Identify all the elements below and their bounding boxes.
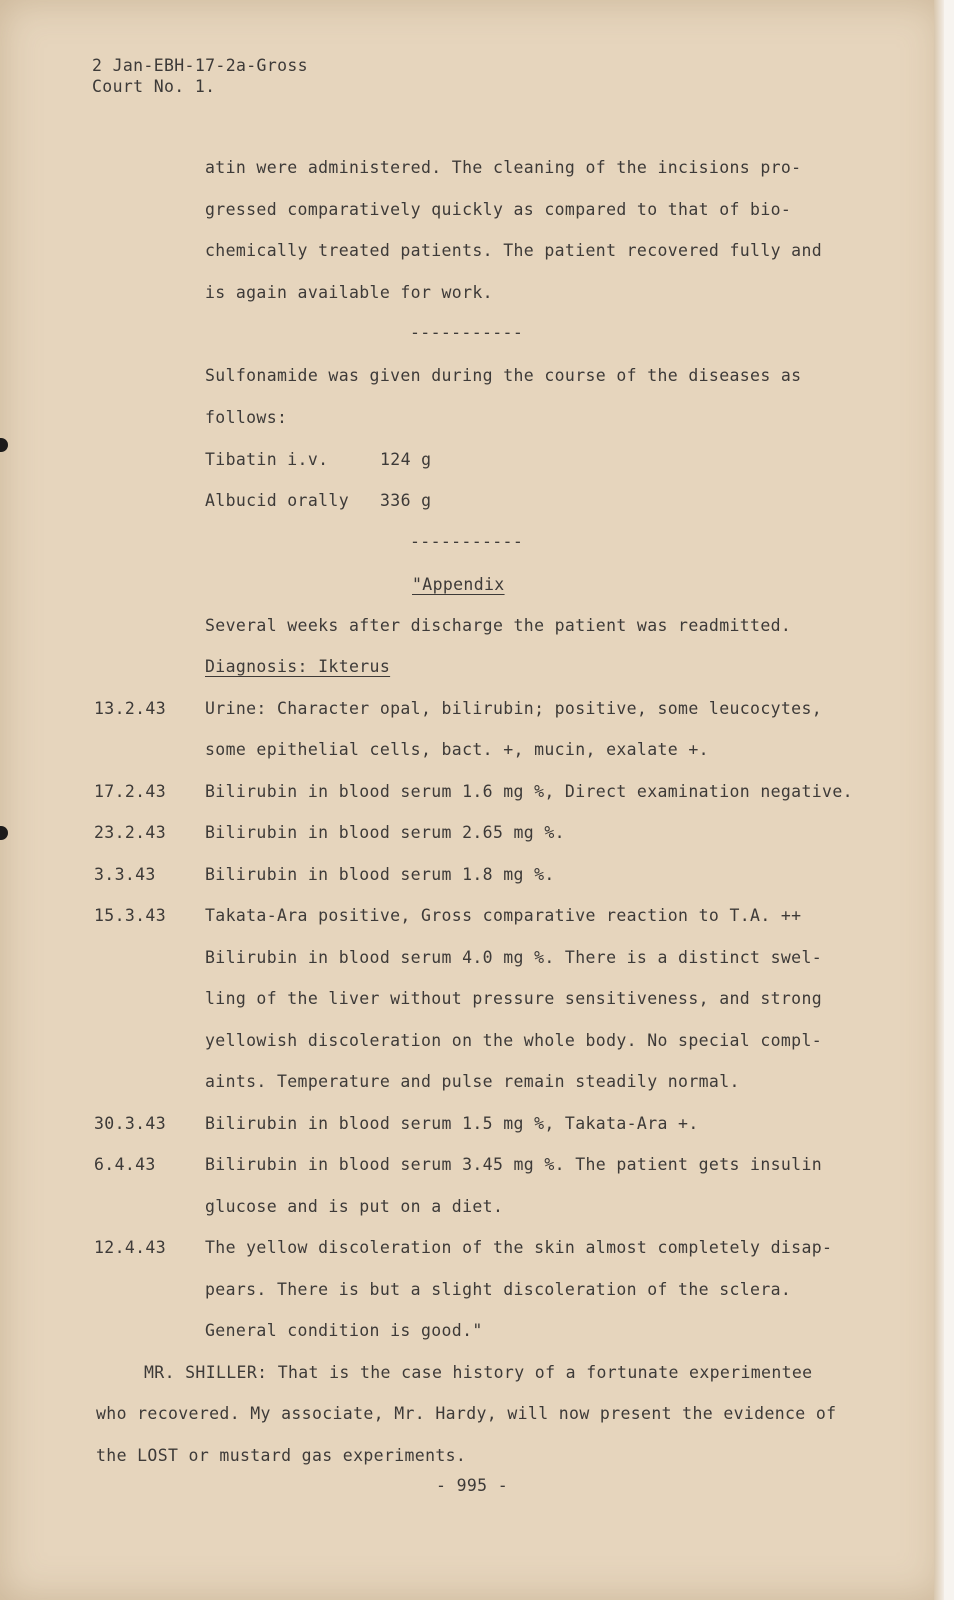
sulfonamide-line: follows: (205, 408, 288, 427)
entry-line: The yellow discoleration of the skin almost completely disap- (205, 1238, 833, 1257)
closing-line: MR. SHILLER: That is the case history of a fortunate experimentee (144, 1363, 813, 1382)
dose-amount: 124 g (380, 450, 432, 469)
intro-line: atin were administered. The cleaning of the incisions pro- (205, 158, 802, 177)
scan-margin (944, 0, 954, 1600)
binding-hole-mark (0, 438, 8, 452)
dose-amount: 336 g (380, 491, 432, 510)
entry-line: pears. There is but a slight discoleration of the sclera. (205, 1280, 792, 1299)
entry-line: Bilirubin in blood serum 3.45 mg %. The patient gets insulin (205, 1155, 823, 1174)
closing-line: who recovered. My associate, Mr. Hardy, will now present the evidence of (96, 1404, 837, 1423)
court-number: Court No. 1. (92, 77, 216, 96)
dose-drug: Albucid orally (205, 491, 349, 510)
closing-line: the LOST or mustard gas experiments. (96, 1446, 467, 1465)
entry-line: aints. Temperature and pulse remain steadily normal. (205, 1072, 740, 1091)
intro-line: gressed comparatively quickly as compared to that of bio- (205, 200, 792, 219)
entry-line: some epithelial cells, bact. +, mucin, exalate +. (205, 740, 709, 759)
intro-line: is again available for work. (205, 283, 493, 302)
entry-line: glucose and is put on a diet. (205, 1197, 504, 1216)
page-number: - 995 - (436, 1476, 508, 1495)
divider: ----------- (410, 532, 524, 551)
sulfonamide-line: Sulfonamide was given during the course of the diseases as (205, 366, 802, 385)
page-edge (934, 0, 944, 1600)
entry-line: Bilirubin in blood serum 4.0 mg %. There is a distinct swel- (205, 948, 823, 967)
readmitted-line: Several weeks after discharge the patient was readmitted. (205, 616, 792, 635)
entry-line: Takata-Ara positive, Gross comparative reaction to T.A. ++ (205, 906, 802, 925)
entry-line: Urine: Character opal, bilirubin; positive, some leucocytes, (205, 699, 823, 718)
entry-line: yellowish discoleration on the whole body. No special compl- (205, 1031, 823, 1050)
binding-hole-mark (0, 826, 8, 840)
entry-date: 6.4.43 (94, 1155, 156, 1174)
appendix-title: "Appendix (412, 575, 505, 594)
entry-date: 13.2.43 (94, 699, 166, 718)
doc-id: 2 Jan-EBH-17-2a-Gross (92, 56, 308, 75)
divider: ----------- (410, 323, 524, 342)
entry-date: 30.3.43 (94, 1114, 166, 1133)
entry-date: 23.2.43 (94, 823, 166, 842)
entry-line: ling of the liver without pressure sensitiveness, and strong (205, 989, 823, 1008)
entry-line: Bilirubin in blood serum 1.5 mg %, Takata-Ara +. (205, 1114, 699, 1133)
entry-line: Bilirubin in blood serum 1.6 mg %, Direct examination negative. (205, 782, 853, 801)
entry-line: Bilirubin in blood serum 1.8 mg %. (205, 865, 555, 884)
dose-drug: Tibatin i.v. (205, 450, 329, 469)
entry-date: 12.4.43 (94, 1238, 166, 1257)
entry-date: 17.2.43 (94, 782, 166, 801)
diagnosis: Diagnosis: Ikterus (205, 657, 391, 676)
entry-date: 15.3.43 (94, 906, 166, 925)
intro-line: chemically treated patients. The patient recovered fully and (205, 241, 823, 260)
entry-line: General condition is good." (205, 1321, 483, 1340)
entry-date: 3.3.43 (94, 865, 156, 884)
entry-line: Bilirubin in blood serum 2.65 mg %. (205, 823, 565, 842)
